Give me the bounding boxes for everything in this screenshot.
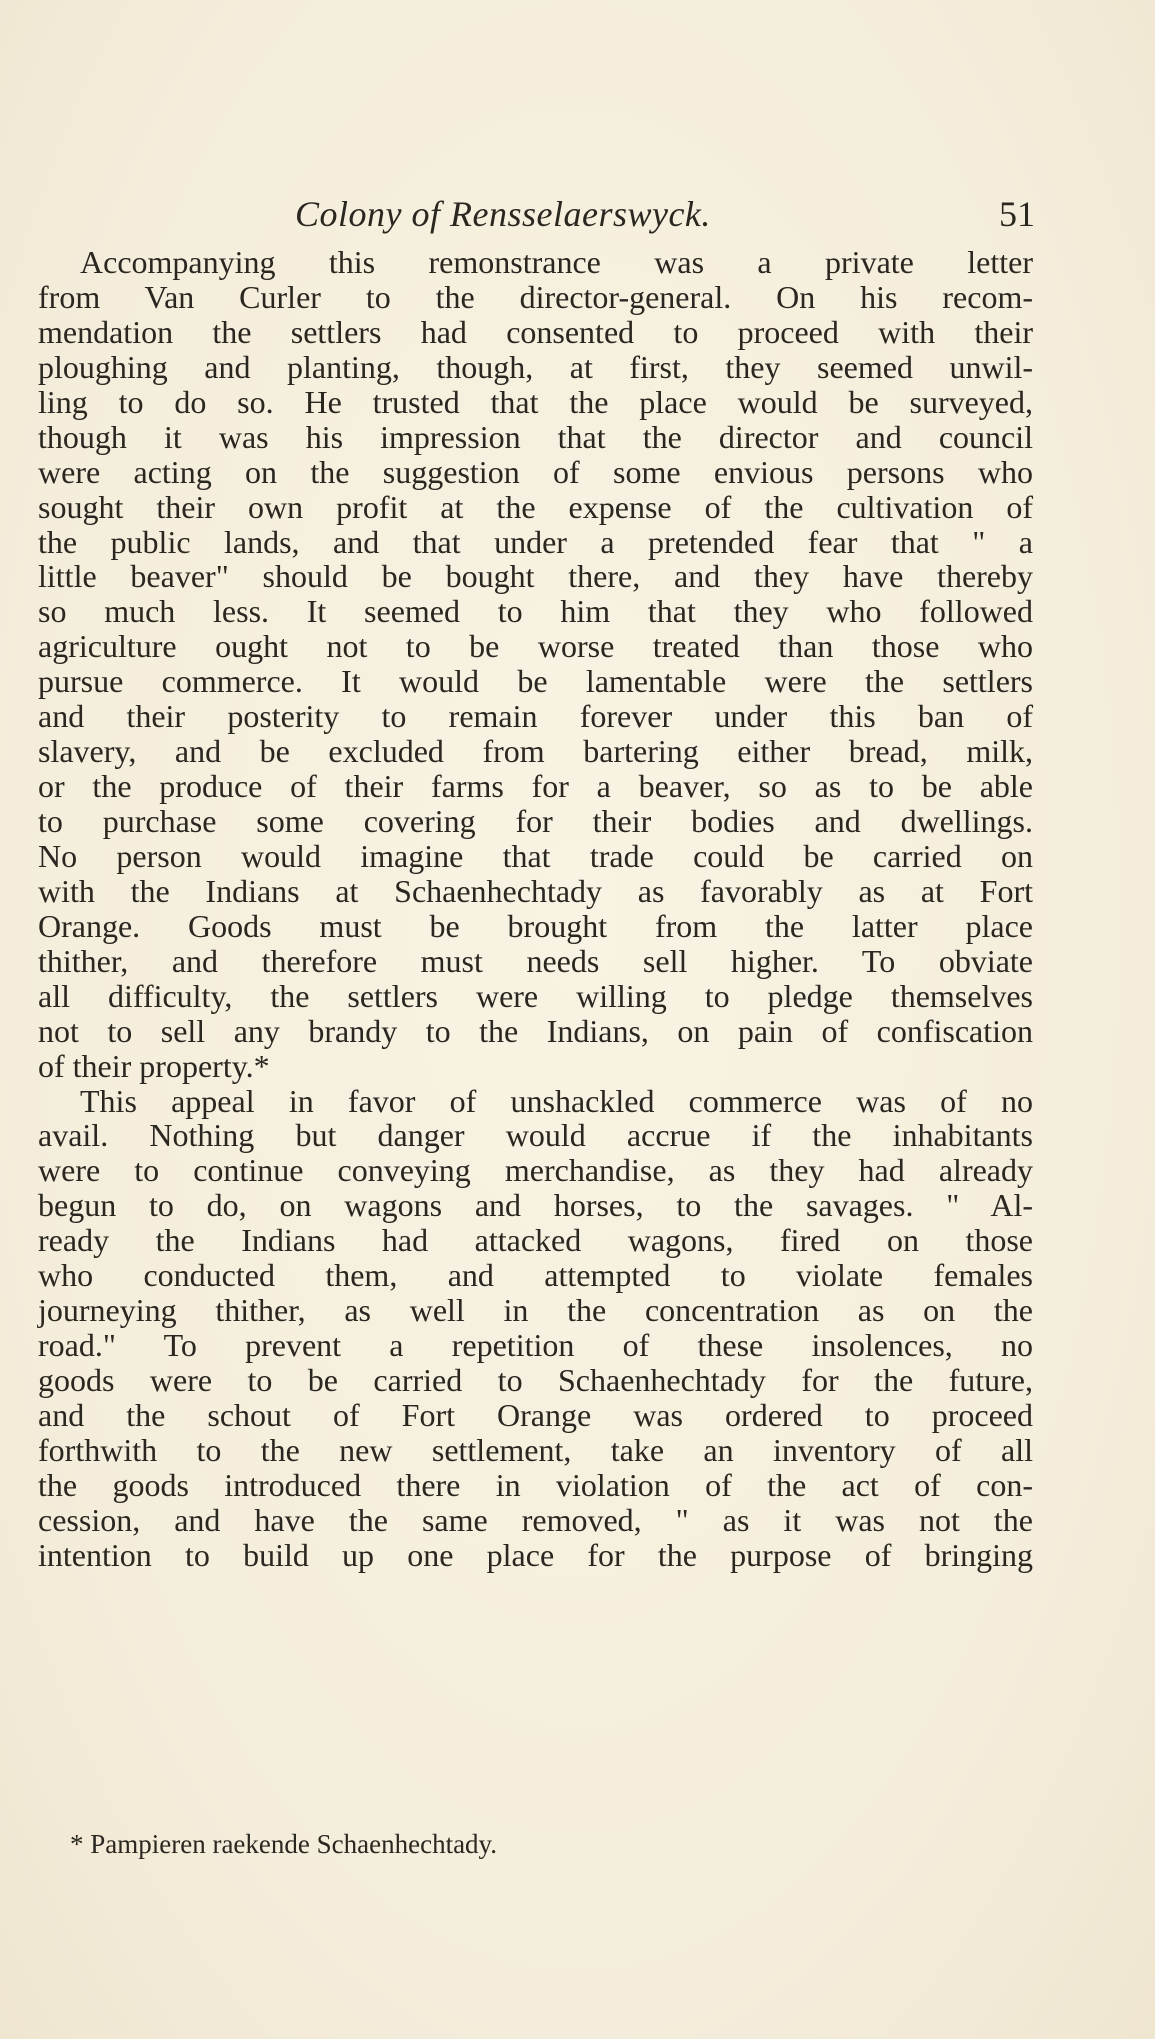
text-line: This appeal in favor of unshackled commerce was of no [80, 1082, 1033, 1119]
text-line: so much less. It seemed to him that they who followed [38, 593, 1033, 630]
text-line: begun to do, on wagons and horses, to the savages. " Al- [38, 1187, 1033, 1224]
text-line: agriculture ought not to be worse treated than those who [38, 628, 1033, 665]
text-line: from Van Curler to the director-general. On his recom- [38, 278, 1033, 315]
text-line: avail. Nothing but danger would accrue if the inhabitants [38, 1117, 1033, 1154]
text-line: with the Indians at Schaenhechtady as favorably as at Fort [38, 872, 1033, 909]
body-text [38, 245, 1033, 1573]
text-line: all difficulty, the settlers were willing to pledge themselves [38, 977, 1033, 1014]
text-line: goods were to be carried to Schaenhechtady for the future, [38, 1362, 1033, 1398]
text-line: of their property.* [38, 1047, 270, 1084]
text-line: not to sell any brandy to the Indians, on pain of confiscation [38, 1012, 1033, 1049]
text-line: journeying thither, as well in the concentration as on the [38, 1292, 1033, 1329]
text-line: intention to build up one place for the purpose of bringing [38, 1536, 1033, 1573]
text-line: slavery, and be excluded from bartering either bread, milk, [38, 733, 1033, 770]
text-line: the goods introduced there in violation of the act of con- [38, 1466, 1033, 1503]
text-line: the public lands, and that under a pretended fear that " a [38, 523, 1033, 560]
text-line: thither, and therefore must needs sell higher. To obviate [38, 942, 1033, 979]
text-line: forthwith to the new settlement, take an inventory of all [38, 1431, 1033, 1468]
text-line: ready the Indians had attacked wagons, fired on those [38, 1222, 1033, 1259]
text-line: to purchase some covering for their bodies and dwellings. [38, 803, 1033, 839]
text-line: mendation the settlers had consented to proceed with their [38, 313, 1033, 350]
text-line: road." To prevent a repetition of these insolences, no [38, 1327, 1033, 1364]
page-number: 51 [999, 194, 1035, 234]
text-line: though it was his impression that the director and council [38, 418, 1033, 455]
text-line: were to continue conveying merchandise, as they had already [38, 1152, 1033, 1189]
running-title: Colony of Rensselaerswyck. [295, 194, 711, 234]
text-line: and the schout of Fort Orange was ordered to proceed [38, 1396, 1033, 1433]
text-line: ploughing and planting, though, at first, they seemed unwil- [38, 348, 1033, 385]
text-line: No person would imagine that trade could be carried on [38, 837, 1033, 874]
text-line: were acting on the suggestion of some envious persons who [38, 453, 1033, 490]
text-line: little beaver" should be bought there, and they have thereby [38, 558, 1033, 595]
text-line: and their posterity to remain forever under this ban of [38, 698, 1033, 735]
text-line: ling to do so. He trusted that the place would be surveyed, [38, 383, 1033, 420]
text-line: pursue commerce. It would be lamentable were the settlers [38, 663, 1033, 700]
text-line: cession, and have the same removed, " as it was not the [38, 1501, 1033, 1538]
footnote: * Pampieren raekende Schaenhechtady. [70, 1829, 498, 1859]
text-line: sought their own profit at the expense of the cultivation of [38, 488, 1033, 525]
text-line: Orange. Goods must be brought from the latter place [38, 907, 1033, 944]
running-head [295, 190, 1035, 238]
text-line: who conducted them, and attempted to violate females [38, 1257, 1033, 1294]
text-line: Accompanying this remonstrance was a private letter [80, 244, 1033, 280]
text-line: or the produce of their farms for a beaver, so as to be able [38, 768, 1033, 805]
